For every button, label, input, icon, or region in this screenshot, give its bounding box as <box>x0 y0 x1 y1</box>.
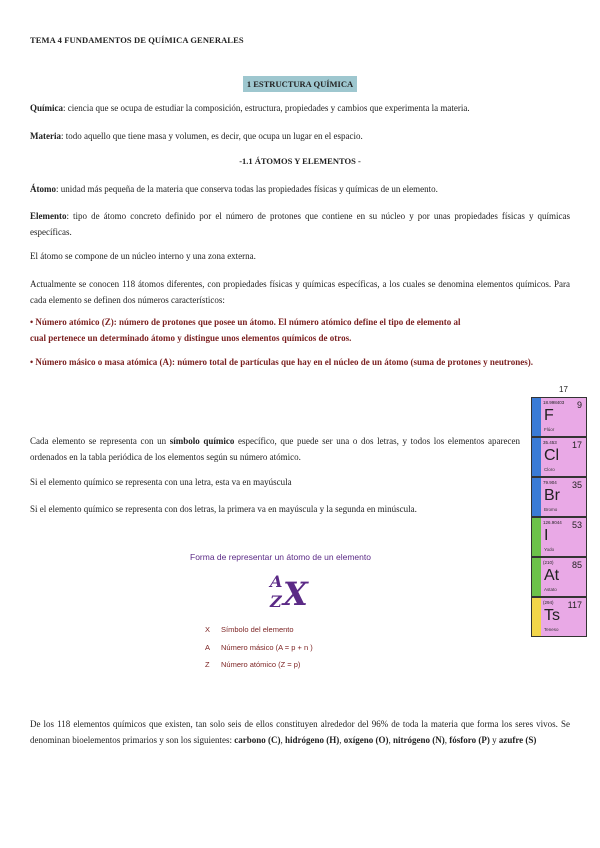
element-cell: 18.998403 9 F Flúor <box>531 397 587 437</box>
definition-materia: Materia: todo aquello que tiene masa y volumen, es decir, que ocupa un lugar en el espacio. <box>30 131 363 141</box>
paragraph-simbolo: Cada elemento se representa con un símbolo químico específico, que puede ser una o dos letras, y todos los elementos aparecen ordenados en la tabla periódica de los elementos según su número atómico. <box>30 436 520 462</box>
element-cell: 79.904 35 Br Bromo <box>531 477 587 517</box>
subsection-title: -1.1 ÁTOMOS Y ELEMENTOS - <box>239 156 361 166</box>
definition-elemento: Elemento: tipo de átomo concreto definido por el número de protones que contiene en su núcleo y por unas propiedades físicas y químicas específicas. <box>30 211 570 237</box>
legend-item-atomic-number: Z Número atómico (Z = p) <box>205 660 301 669</box>
cell-band <box>532 518 541 556</box>
notation-mass-number: A <box>270 572 283 591</box>
cell-band <box>532 398 541 436</box>
paragraph-118-atomos: Actualmente se conocen 118 átomos diferentes, con propiedades físicas y químicas específicas, a los cuales se denomina elementos químicos. Para cada elemento se definen dos números característicos: <box>30 279 570 305</box>
cell-band <box>532 598 541 636</box>
diagram-title: Forma de representar un átomo de un elemento <box>190 552 371 562</box>
paragraph-nucleo: El átomo se compone de un núcleo interno y una zona externa. <box>30 251 256 261</box>
cell-band <box>532 438 541 476</box>
atom-notation <box>268 572 328 620</box>
element-cell: (294) 117 Ts Teneso <box>531 597 587 637</box>
cell-band <box>532 478 541 516</box>
cell-band <box>532 558 541 596</box>
paragraph-bioelementos: De los 118 elementos químicos que existen, tan solo seis de ellos constituyen alrededor del 96% de toda la materia que forma los seres vivos. Se denominan bioelementos primarios y son los siguientes: carbono (C), hidrógeno (H), oxígeno (O), nitrógeno (N), fósforo (P) y azufre (S) <box>30 719 570 745</box>
paragraph-una-letra: Si el elemento químico se representa con una letra, esta va en mayúscula <box>30 477 292 487</box>
definition-atomo: Átomo: unidad más pequeña de la materia que conserva todas las propiedades físicas y químicas de un elemento. <box>30 184 438 194</box>
element-cell: 35.453 17 Cl Cloro <box>531 437 587 477</box>
paragraph-dos-letras: Si el elemento químico se representa con dos letras, la primera va en mayúscula y la segunda en minúscula. <box>30 504 417 514</box>
section-title: 1 ESTRUCTURA QUÍMICA <box>0 74 600 92</box>
bullet-numero-atomico: • Número atómico (Z): número de protones que posee un átomo. El número atómico define el tipo de elemento al cual pertenece un determinado átomo y distingue unos elementos químicos de otros. <box>30 317 461 343</box>
periodic-table-group-17 <box>531 385 587 637</box>
element-cell: 126.9044 53 I Yodo <box>531 517 587 557</box>
notation-atomic-number: Z <box>270 592 282 611</box>
element-cell: (210) 85 At Astato <box>531 557 587 597</box>
legend-item-symbol: X Símbolo del elemento <box>205 625 294 634</box>
definition-quimica: Química: ciencia que se ocupa de estudiar la composición, estructura, propiedades y cambios que experimenta la materia. <box>30 103 470 113</box>
document-header: TEMA 4 FUNDAMENTOS DE QUÍMICA GENERALES <box>30 35 244 45</box>
legend-item-mass-number: A Número másico (A = p + n ) <box>205 643 313 652</box>
group-number: 17 <box>559 385 568 394</box>
bullet-numero-masico: • Número másico o masa atómica (A): número total de partículas que hay en el núcleo de un átomo (suma de protones y neutrones). <box>30 357 533 367</box>
notation-symbol: X <box>283 575 308 613</box>
